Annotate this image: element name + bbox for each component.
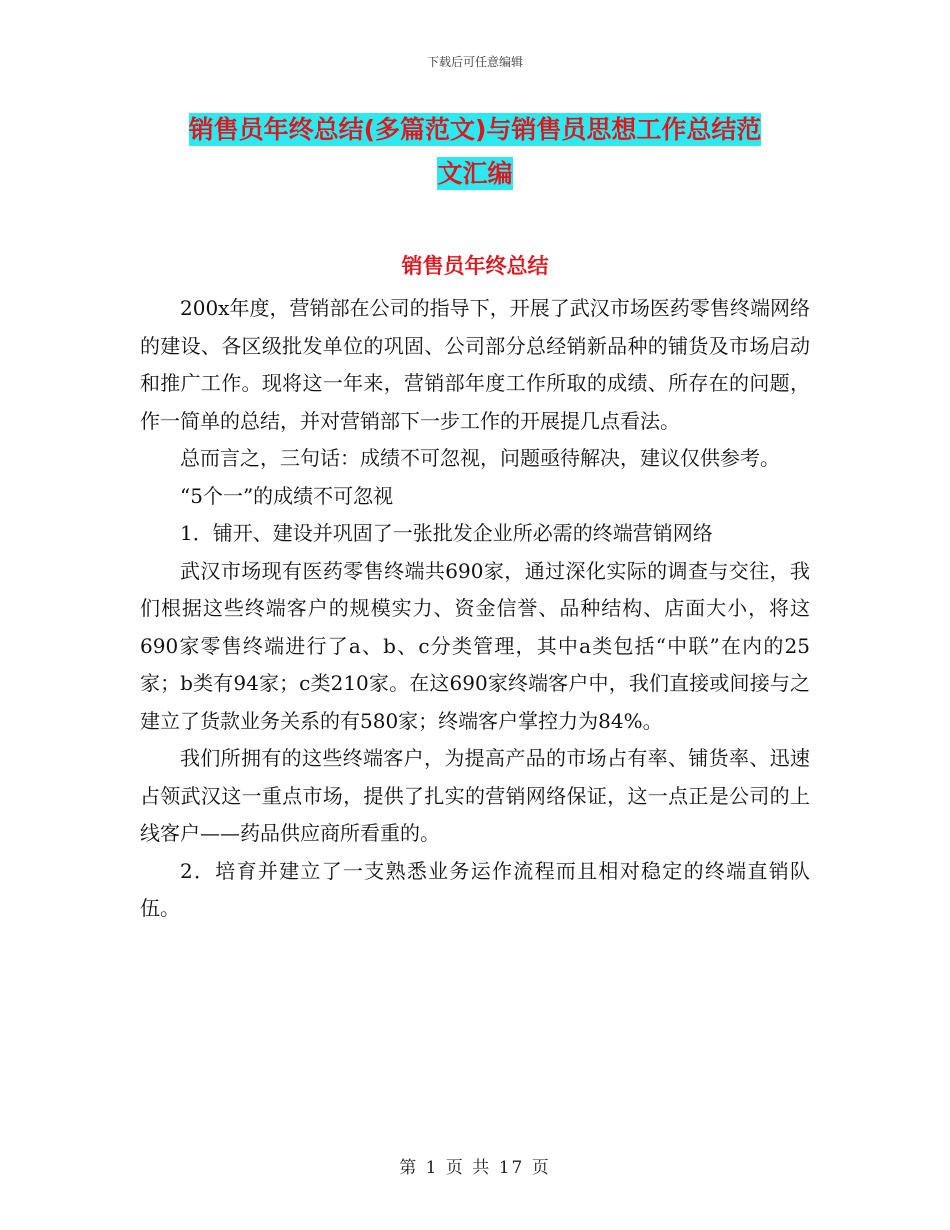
paragraph: 武汉市场现有医药零售终端共690家，通过深化实际的调查与交往，我们根据这些终端客户的规模实力、资金信誉、品种结构、店面大小，将这690家零售终端进行了a、b、c分类管理，其中a类包括“中联”在内的25家；b类有94家；c类210家。在这690家终端客户中，我们直接或间接与之建立了货款业务关系的有580家；终端客户掌控力为84%。 <box>140 558 810 733</box>
document-title-line1: 销售员年终总结(多篇范文)与销售员思想工作总结范 <box>188 115 762 144</box>
paragraph: “5个一”的成绩不可忽视 <box>180 483 394 508</box>
body-text <box>140 290 810 928</box>
paragraph: 200x年度，营销部在公司的指导下，开展了武汉市场医药零售终端网络的建设、各区级批发单位的巩固、公司部分总经销新品种的铺货及市场启动和推广工作。现将这一年来，营销部年度工作所取的成绩、所存在的问题，作一简单的总结，并对营销部下一步工作的开展提几点看法。 <box>140 296 810 433</box>
section-title: 销售员年终总结 <box>401 254 549 278</box>
page-footer: 第 1 页 共 17 页 <box>399 1158 551 1178</box>
paragraph: 总而言之，三句话：成绩不可忽视，问题亟待解决，建议仅供参考。 <box>180 446 780 470</box>
paragraph: 我们所拥有的这些终端客户，为提高产品的市场占有率、铺货率、迅速占领武汉这一重点市场，提供了扎实的营销网络保证，这一点正是公司的上线客户——药品供应商所看重的。 <box>140 746 810 845</box>
document-title-line2: 文汇编 <box>437 159 513 188</box>
paragraph: 2．培育并建立了一支熟悉业务运作流程而且相对稳定的终端直销队伍。 <box>140 858 810 920</box>
document-title <box>140 108 810 196</box>
page-header: 下载后可任意编辑 <box>426 55 523 69</box>
paragraph: 1．铺开、建设并巩固了一张批发企业所必需的终端营销网络 <box>180 521 713 545</box>
